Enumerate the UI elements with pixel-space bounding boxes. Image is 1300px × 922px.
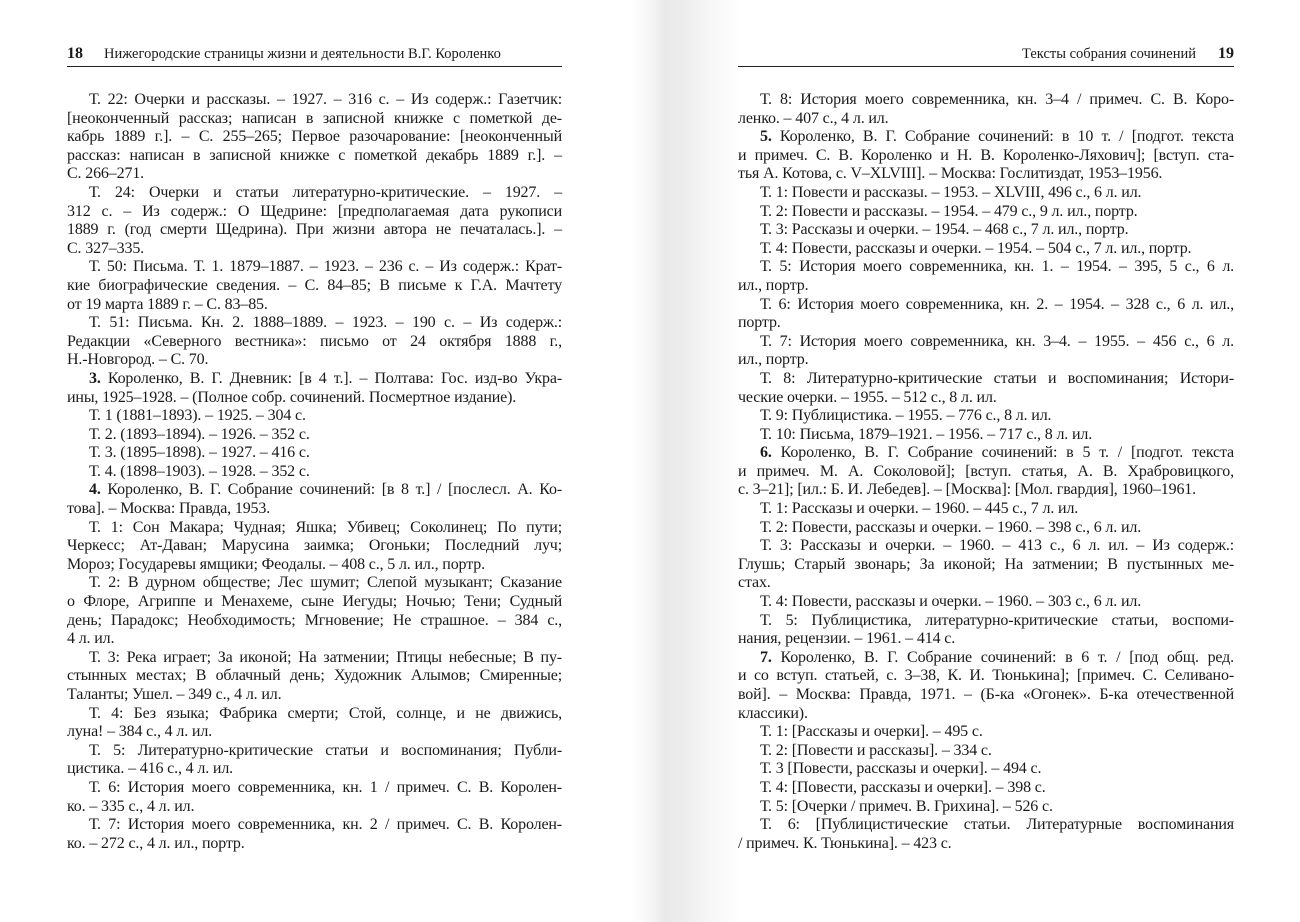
line-text: стах. <box>738 574 771 592</box>
text-line <box>738 593 1234 612</box>
text-line <box>738 221 1234 240</box>
line-text: [неоконченный рассказ; написан в записной книжке с пометкой де- <box>67 109 562 127</box>
line-text: Черкесс; Ат-Даван; Марусина заимка; Огоньки; Последний луч; <box>67 537 562 555</box>
line-text: вой]. – Москва: Правда, 1971. – (Б-ка «Огонек». Б-ка отечественной <box>738 686 1234 703</box>
line-text: день; Парадокс; Необходимость; Мгновение; Не страшное. – 384 с., <box>67 611 562 629</box>
line-text: ины, 1925–1928. – (Полное собр. сочинений. Посмертное издание). <box>67 388 517 406</box>
left-page-header <box>67 44 562 67</box>
line-text: Т. 10: Письма, 1879–1921. – 1956. – 717 с., 8 л. ил. <box>760 425 1093 443</box>
line-text: и примеч. М. А. Соколовой]; [вступ. статья, А. В. Храбровицкого, <box>738 462 1234 480</box>
text-line <box>67 258 562 277</box>
line-text: Т. 5: [Очерки / примеч. В. Грихина]. – 526 с. <box>760 797 1053 815</box>
text-line <box>67 630 562 649</box>
text-line <box>67 686 562 705</box>
entry-number: 4. <box>89 481 101 499</box>
line-text: Т. 1: Повести и рассказы. – 1953. – XLVIII, 496 с., 6 л. ил. <box>760 183 1142 201</box>
text-line <box>67 667 562 686</box>
left-running-title: Нижегородские страницы жизни и деятельности В.Г. Короленко <box>104 46 501 62</box>
line-text: и примеч. С. В. Короленко и Н. В. Короленко-Ляхович]; [вступ. ста- <box>738 146 1234 164</box>
text-line <box>67 556 562 575</box>
text-line <box>67 91 562 110</box>
line-text: Н.-Новгород. – С. 70. <box>67 351 209 369</box>
text-line <box>67 407 562 426</box>
line-text: / примеч. К. Тюнькина]. – 423 с. <box>738 834 952 852</box>
line-text: и со вступ. статьей, с. 3–38, К. И. Тюнькина]; [примеч. С. Селивано- <box>738 667 1234 685</box>
text-line <box>738 630 1234 649</box>
line-text: Т. 4: [Повести, рассказы и очерки]. – 398 с. <box>760 778 1046 796</box>
line-text: Т. 6: [Публицистические статьи. Литературные воспоминания <box>760 816 1234 834</box>
line-text: Мороз; Государевы ямщики; Феодалы. – 408 с., 5 л. ил., портр. <box>67 555 485 573</box>
line-text: 1889 г. (год смерти Щедрина). При жизни автора не печаталась.]. – <box>67 221 562 239</box>
text-line <box>738 389 1234 408</box>
line-text: Короленко, В. Г. Собрание сочинений: [в 8 т.] / [послесл. А. Ко- <box>100 481 562 499</box>
text-line <box>738 333 1234 352</box>
text-line <box>738 835 1234 854</box>
text-line <box>738 351 1234 370</box>
text-line <box>738 296 1234 315</box>
text-line <box>67 203 562 222</box>
text-line <box>67 147 562 166</box>
text-line <box>738 277 1234 296</box>
text-line <box>67 593 562 612</box>
line-text: 312 с. – Из содерж.: О Щедрине: [предполагаемая дата рукописи <box>67 202 562 220</box>
line-text: портр. <box>738 314 781 332</box>
left-page <box>67 0 562 922</box>
entry-number: 3. <box>89 369 101 387</box>
right-page-header <box>738 44 1234 67</box>
text-line <box>738 91 1234 110</box>
line-text: Т. 2: В дурном обществе; Лес шумит; Слепой музыкант; Сказание <box>89 574 562 592</box>
line-text: С. 327–335. <box>67 239 145 257</box>
line-text: с. 3–21]; [ил.: Б. И. Лебедев]. – [Москва]: [Мол. гвардия], 1960–1961. <box>738 481 1196 499</box>
text-line <box>738 723 1234 742</box>
line-text: Короленко, В. Г. Собрание сочинений: в 10 т. / [подгот. текста <box>771 128 1234 146</box>
text-line <box>738 444 1234 463</box>
text-line <box>738 184 1234 203</box>
text-line <box>67 426 562 445</box>
line-text: классики). <box>738 704 808 722</box>
text-line <box>738 760 1234 779</box>
text-line <box>738 481 1234 500</box>
line-text: ил., портр. <box>738 351 809 369</box>
text-line <box>67 277 562 296</box>
entry-number: 7. <box>760 648 772 666</box>
text-line <box>738 314 1234 333</box>
line-text: тья А. Котова, с. V–XLVIII]. – Москва: Гослитиздат, 1953–1956. <box>738 165 1163 183</box>
line-text: Т. 2: [Повести и рассказы]. – 334 с. <box>760 741 992 759</box>
line-text: Т. 5: Литературно-критические статьи и воспоминания; Публи- <box>89 741 562 759</box>
line-text: Т. 50: Письма. Т. 1. 1879–1887. – 1923. – 236 с. – Из содерж.: Крат- <box>89 258 562 276</box>
text-line <box>67 537 562 556</box>
line-text: Короленко, В. Г. Собрание сочинений: в 6 т. / [под общ. ред. <box>771 648 1234 666</box>
line-text: нания, рецензии. – 1961. – 414 с. <box>738 630 956 648</box>
line-text: кабрь 1889 г.]. – С. 255–265; Первое разочарование: [неоконченный <box>67 128 562 146</box>
line-text: Т. 51: Письма. Кн. 2. 1888–1889. – 1923. – 190 с. – Из содерж.: <box>89 314 562 332</box>
line-text: Т. 6: История моего современника, кн. 1 / примеч. С. В. Королен- <box>89 778 562 796</box>
right-page <box>738 0 1234 922</box>
text-line <box>67 165 562 184</box>
line-text: С. 266–271. <box>67 165 145 183</box>
line-text: Таланты; Ушел. – 349 с., 4 л. ил. <box>67 686 282 703</box>
line-text: Т. 5: Публицистика, литературно-критические статьи, воспоми- <box>760 611 1234 629</box>
text-line <box>738 779 1234 798</box>
text-line <box>738 798 1234 817</box>
text-line <box>738 556 1234 575</box>
line-text: Т. 3: Рассказы и очерки. – 1954. – 468 с., 7 л. ил., портр. <box>760 221 1129 239</box>
right-page-number: 19 <box>1218 45 1234 62</box>
text-line <box>738 705 1234 724</box>
text-line <box>67 481 562 500</box>
right-running-title: Тексты собрания сочинений <box>1022 46 1196 62</box>
line-text: Т. 8: История моего современника, кн. 3–4 / примеч. С. В. Коро- <box>760 91 1234 108</box>
line-text: кие биографические сведения. – С. 84–85; В письме к Г.А. Мачтету <box>67 276 562 294</box>
line-text: Т. 6: История моего современника, кн. 2. – 1954. – 328 с., 6 л. ил., <box>760 295 1234 313</box>
text-line <box>67 723 562 742</box>
text-line <box>738 370 1234 389</box>
line-text: 4 л. ил. <box>67 630 115 648</box>
text-line <box>738 649 1234 668</box>
text-line <box>67 742 562 761</box>
line-text: о Флоре, Агриппе и Менахеме, сыне Иегуды; Ночью; Тени; Судный <box>67 593 562 611</box>
line-text: Т. 3: Река играет; За иконой; На затмении; Птицы небесные; В пу- <box>89 648 562 666</box>
text-line <box>738 500 1234 519</box>
text-line <box>67 184 562 203</box>
line-text: Т. 4: Без языка; Фабрика смерти; Стой, солнце, и не движись, <box>89 704 562 722</box>
line-text: Т. 3: Рассказы и очерки. – 1960. – 413 с., 6 л. ил. – Из содерж.: <box>760 537 1234 555</box>
line-text: Короленко, В. Г. Собрание сочинений: в 5 т. / [подгот. текста <box>771 444 1234 462</box>
line-text: Т. 8: Литературно-критические статьи и воспоминания; Истори- <box>760 369 1234 387</box>
line-text: Т. 2: Повести, рассказы и очерки. – 1960. – 398 с., 6 л. ил. <box>760 518 1142 536</box>
text-line <box>738 258 1234 277</box>
line-text: Т. 1: Сон Макара; Чудная; Яшка; Убивец; Соколинец; По пути; <box>89 518 562 536</box>
text-line <box>67 296 562 315</box>
entry-number: 6. <box>760 444 772 462</box>
text-line <box>738 816 1234 835</box>
line-text: Т. 1 (1881–1893). – 1925. – 304 с. <box>89 407 306 425</box>
text-line <box>67 351 562 370</box>
line-text: Т. 5: История моего современника, кн. 1. – 1954. – 395, 5 с., 6 л. <box>760 258 1234 276</box>
text-line <box>67 519 562 538</box>
left-page-number: 18 <box>67 45 83 62</box>
text-line <box>67 110 562 129</box>
line-text: Редакции «Северного вестника»: письмо от 24 октября 1888 г., <box>67 332 562 350</box>
text-line <box>67 760 562 779</box>
text-line <box>67 612 562 631</box>
line-text: стынных местах; В облачный день; Художник Алымов; Смиренные; <box>67 667 562 685</box>
line-text: Т. 22: Очерки и рассказы. – 1927. – 316 с. – Из содерж.: Газетчик: <box>89 91 562 108</box>
line-text: ил., портр. <box>738 276 809 294</box>
line-text: ческие очерки. – 1955. – 512 с., 8 л. ил. <box>738 388 997 406</box>
line-text: рассказ: написан в записной книжке с пометкой декабрь 1889 г.]. – <box>67 146 562 164</box>
text-line <box>738 537 1234 556</box>
text-line <box>67 798 562 817</box>
text-line <box>738 667 1234 686</box>
line-text: Глушь; Старый звонарь; За иконой; На затмении; В пустынных ме- <box>738 555 1234 573</box>
line-text: Т. 2. (1893–1894). – 1926. – 352 с. <box>89 425 310 443</box>
text-line <box>738 426 1234 445</box>
line-text: Т. 1: Рассказы и очерки. – 1960. – 445 с., 7 л. ил. <box>760 500 1079 518</box>
line-text: цистика. – 416 с., 4 л. ил. <box>67 760 233 778</box>
text-line <box>738 203 1234 222</box>
line-text: ко. – 272 с., 4 л. ил., портр. <box>67 834 245 852</box>
text-line <box>738 147 1234 166</box>
text-line <box>738 128 1234 147</box>
entry-number: 5. <box>760 128 772 146</box>
text-line <box>738 110 1234 129</box>
book-gutter <box>632 0 742 922</box>
text-line <box>738 463 1234 482</box>
text-line <box>738 742 1234 761</box>
text-line <box>738 407 1234 426</box>
line-text: Т. 4: Повести, рассказы и очерки. – 1954. – 504 с., 7 л. ил., портр. <box>760 239 1192 257</box>
line-text: Т. 3 [Повести, рассказы и очерки]. – 494 с. <box>760 760 1042 778</box>
text-line <box>738 612 1234 631</box>
line-text: Т. 24: Очерки и статьи литературно-критические. – 1927. – <box>89 183 562 201</box>
line-text: Т. 7: История моего современника, кн. 3–4. – 1955. – 456 с., 6 л. <box>760 332 1234 350</box>
text-line <box>67 240 562 259</box>
line-text: ленко. – 407 с., 4 л. ил. <box>738 109 889 127</box>
line-text: от 19 марта 1889 г. – С. 83–85. <box>67 295 268 313</box>
text-line <box>738 240 1234 259</box>
text-line <box>67 779 562 798</box>
line-text: Т. 1: [Рассказы и очерки]. – 495 с. <box>760 723 983 741</box>
text-line <box>67 500 562 519</box>
text-line <box>67 389 562 408</box>
text-line <box>67 649 562 668</box>
text-line <box>67 333 562 352</box>
line-text: Т. 4. (1898–1903). – 1928. – 352 с. <box>89 462 310 480</box>
line-text: Т. 4: Повести, рассказы и очерки. – 1960. – 303 с., 6 л. ил. <box>760 593 1142 611</box>
line-text: Т. 2: Повести и рассказы. – 1954. – 479 с., 9 л. ил., портр. <box>760 202 1138 220</box>
text-line <box>67 221 562 240</box>
text-line <box>67 370 562 389</box>
left-page-body <box>67 91 562 853</box>
right-page-body <box>738 91 1234 853</box>
text-line <box>738 165 1234 184</box>
text-line <box>738 574 1234 593</box>
line-text: Короленко, В. Г. Дневник: [в 4 т.]. – Полтава: Гос. изд-во Укра- <box>100 369 562 387</box>
text-line <box>67 463 562 482</box>
text-line <box>67 705 562 724</box>
text-line <box>738 519 1234 538</box>
text-line <box>67 128 562 147</box>
line-text: Т. 9: Публицистика. – 1955. – 776 с., 8 л. ил. <box>760 407 1052 425</box>
line-text: Т. 7: История моего современника, кн. 2 / примеч. С. В. Королен- <box>89 816 562 834</box>
line-text: ко. – 335 с., 4 л. ил. <box>67 797 195 815</box>
text-line <box>67 314 562 333</box>
line-text: това]. – Москва: Правда, 1953. <box>67 500 271 518</box>
text-line <box>67 444 562 463</box>
text-line <box>67 816 562 835</box>
text-line <box>738 686 1234 705</box>
line-text: луна! – 384 с., 4 л. ил. <box>67 723 213 741</box>
text-line <box>67 835 562 854</box>
text-line <box>67 574 562 593</box>
line-text: Т. 3. (1895–1898). – 1927. – 416 с. <box>89 444 310 462</box>
